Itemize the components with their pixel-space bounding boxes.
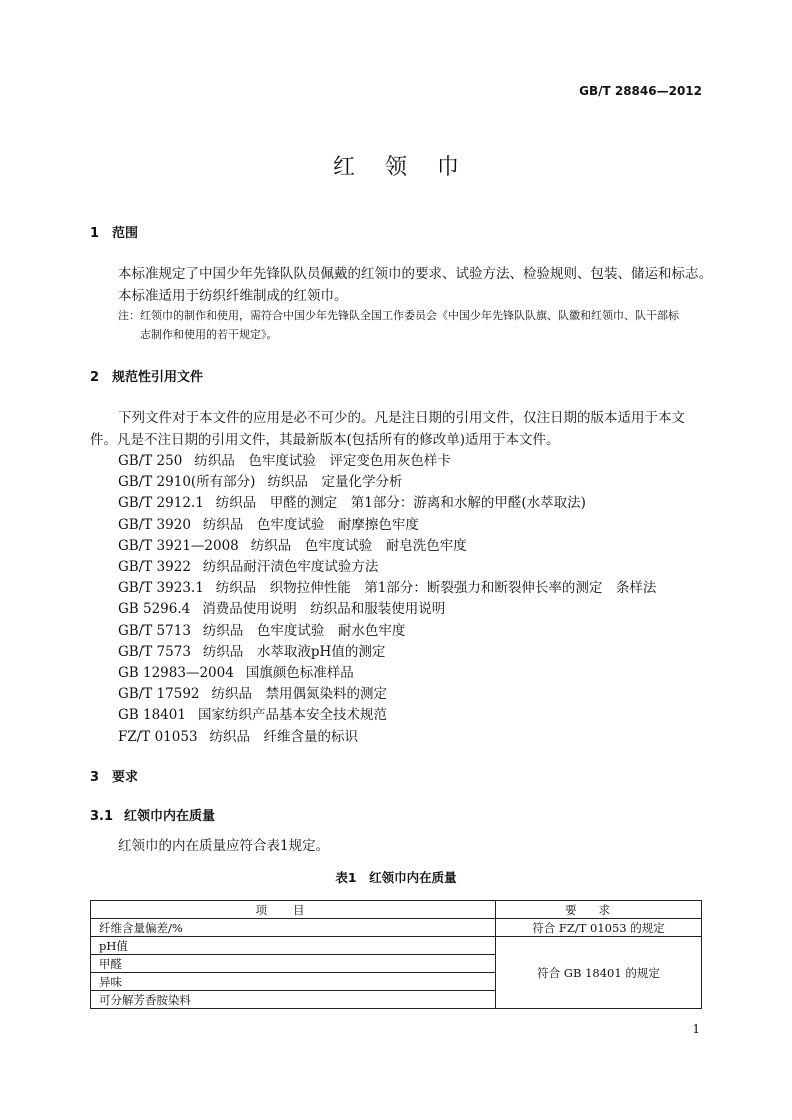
section-title: 规范性引用文件 (112, 370, 204, 385)
reference-item (118, 534, 467, 554)
subsection-title: 红领巾内在质量 (124, 809, 216, 824)
paragraph: 本标准规定了中国少年先锋队队员佩戴的红领巾的要求、试验方法、检验规则、包装、储运和标志。 (118, 266, 712, 282)
paragraph: 下列文件对于本文件的应用是必不可少的。凡是注日期的引用文件，仅注日期的版本适用于本文 (118, 410, 685, 426)
reference-title: 纺织品耐汗渍色牢度试验方法 (202, 559, 379, 575)
note-line: 注：红领巾的制作和使用，需符合中国少年先锋队全国工作委员会《中国少年先锋队队旗、队徽和红领巾、队干部标 (118, 309, 679, 322)
reference-item (118, 661, 354, 681)
reference-code: GB/T 2910(所有部分) (118, 474, 256, 491)
quality-table (90, 900, 702, 1009)
subsection-number: 3.1 (90, 809, 114, 824)
reference-code: GB/T 3920 (118, 516, 191, 533)
reference-title: 纺织品 纤维含量的标识 (209, 728, 359, 745)
table-row (91, 919, 702, 937)
standard-number: GB/T 28846—2012 (579, 84, 702, 98)
reference-code: GB/T 3923.1 (118, 580, 204, 597)
item-cell: 异味 (91, 973, 496, 991)
section-title: 要求 (112, 770, 139, 785)
reference-code: GB/T 3921—2008 (118, 537, 239, 554)
reference-title: 纺织品 织物拉伸性能 第1部分：断裂强力和断裂伸长率的测定 条样法 (215, 580, 657, 597)
table-row (91, 937, 702, 955)
reference-code: GB/T 250 (118, 453, 183, 469)
page-number: 1 (692, 1022, 700, 1036)
reference-item (118, 619, 405, 639)
reference-item (118, 470, 402, 490)
item-cell: 甲醛 (91, 955, 496, 973)
reference-item (118, 682, 387, 702)
section-number: 1 (90, 226, 100, 241)
reference-item (118, 449, 451, 469)
header-item: 项目 (91, 901, 496, 919)
section-number: 2 (90, 370, 100, 385)
paragraph: 本标准适用于纺织纤维制成的红领巾。 (118, 288, 348, 304)
reference-title: 纺织品 色牢度试验 耐水色牢度 (202, 622, 406, 639)
reference-title: 国家纺织产品基本安全技术规范 (197, 707, 387, 724)
subsection-3-1-heading (90, 805, 215, 824)
item-cell: pH值 (91, 937, 496, 955)
section-title: 范围 (112, 226, 139, 241)
reference-code: GB/T 3922 (118, 559, 191, 575)
reference-code: GB/T 17592 (118, 686, 200, 703)
item-cell: 可分解芳香胺染料 (91, 991, 496, 1009)
section-number: 3 (90, 770, 100, 785)
document-title: 红领巾 (332, 155, 489, 180)
note-line: 志制作和使用的若干规定》。 (140, 328, 278, 341)
reference-item (118, 513, 419, 533)
reference-title: 纺织品 色牢度试验 评定变色用灰色样卡 (194, 453, 451, 469)
reference-item (118, 725, 358, 745)
reference-title: 纺织品 水萃取液pH值的测定 (202, 643, 386, 660)
requirement-cell: 符合 FZ/T 01053 的规定 (496, 919, 702, 937)
reference-title: 纺织品 禁用偶氮染料的测定 (211, 686, 387, 703)
reference-title: 纺织品 色牢度试验 耐摩擦色牢度 (202, 516, 419, 533)
reference-code: FZ/T 01053 (118, 728, 198, 745)
reference-item (118, 597, 445, 617)
table-header-row (91, 901, 702, 919)
section-3-heading (90, 766, 138, 785)
reference-item (118, 640, 385, 660)
reference-title: 纺织品 色牢度试验 耐皂洗色牢度 (250, 537, 467, 554)
reference-code: GB 18401 (118, 707, 186, 724)
requirement-cell-merged: 符合 GB 18401 的规定 (496, 937, 702, 1009)
item-cell: 纤维含量偏差/% (91, 919, 496, 937)
section-2-heading (90, 366, 203, 385)
reference-item (118, 576, 656, 596)
reference-code: GB/T 5713 (118, 622, 191, 639)
reference-title: 国旗颜色标准样品 (245, 665, 354, 681)
reference-item (118, 555, 378, 575)
reference-code: GB 12983—2004 (118, 665, 234, 681)
table-caption: 表1 红领巾内在质量 (335, 870, 457, 885)
paragraph-continuation: 件。凡是不注日期的引用文件，其最新版本(包括所有的修改单)适用于本文件。 (90, 432, 560, 448)
reference-title: 纺织品 定量化学分析 (267, 474, 403, 491)
section-1-heading (90, 222, 138, 241)
reference-item (118, 703, 387, 723)
reference-code: GB/T 2912.1 (118, 495, 204, 512)
reference-title: 纺织品 甲醛的测定 第1部分：游离和水解的甲醛(水萃取法) (215, 495, 586, 512)
reference-title: 消费品使用说明 纺织品和服装使用说明 (202, 601, 446, 618)
paragraph: 红领巾的内在质量应符合表1规定。 (118, 838, 330, 854)
reference-code: GB/T 7573 (118, 643, 191, 660)
header-requirement: 要求 (496, 901, 702, 919)
reference-item (118, 491, 586, 511)
reference-code: GB 5296.4 (118, 601, 191, 618)
